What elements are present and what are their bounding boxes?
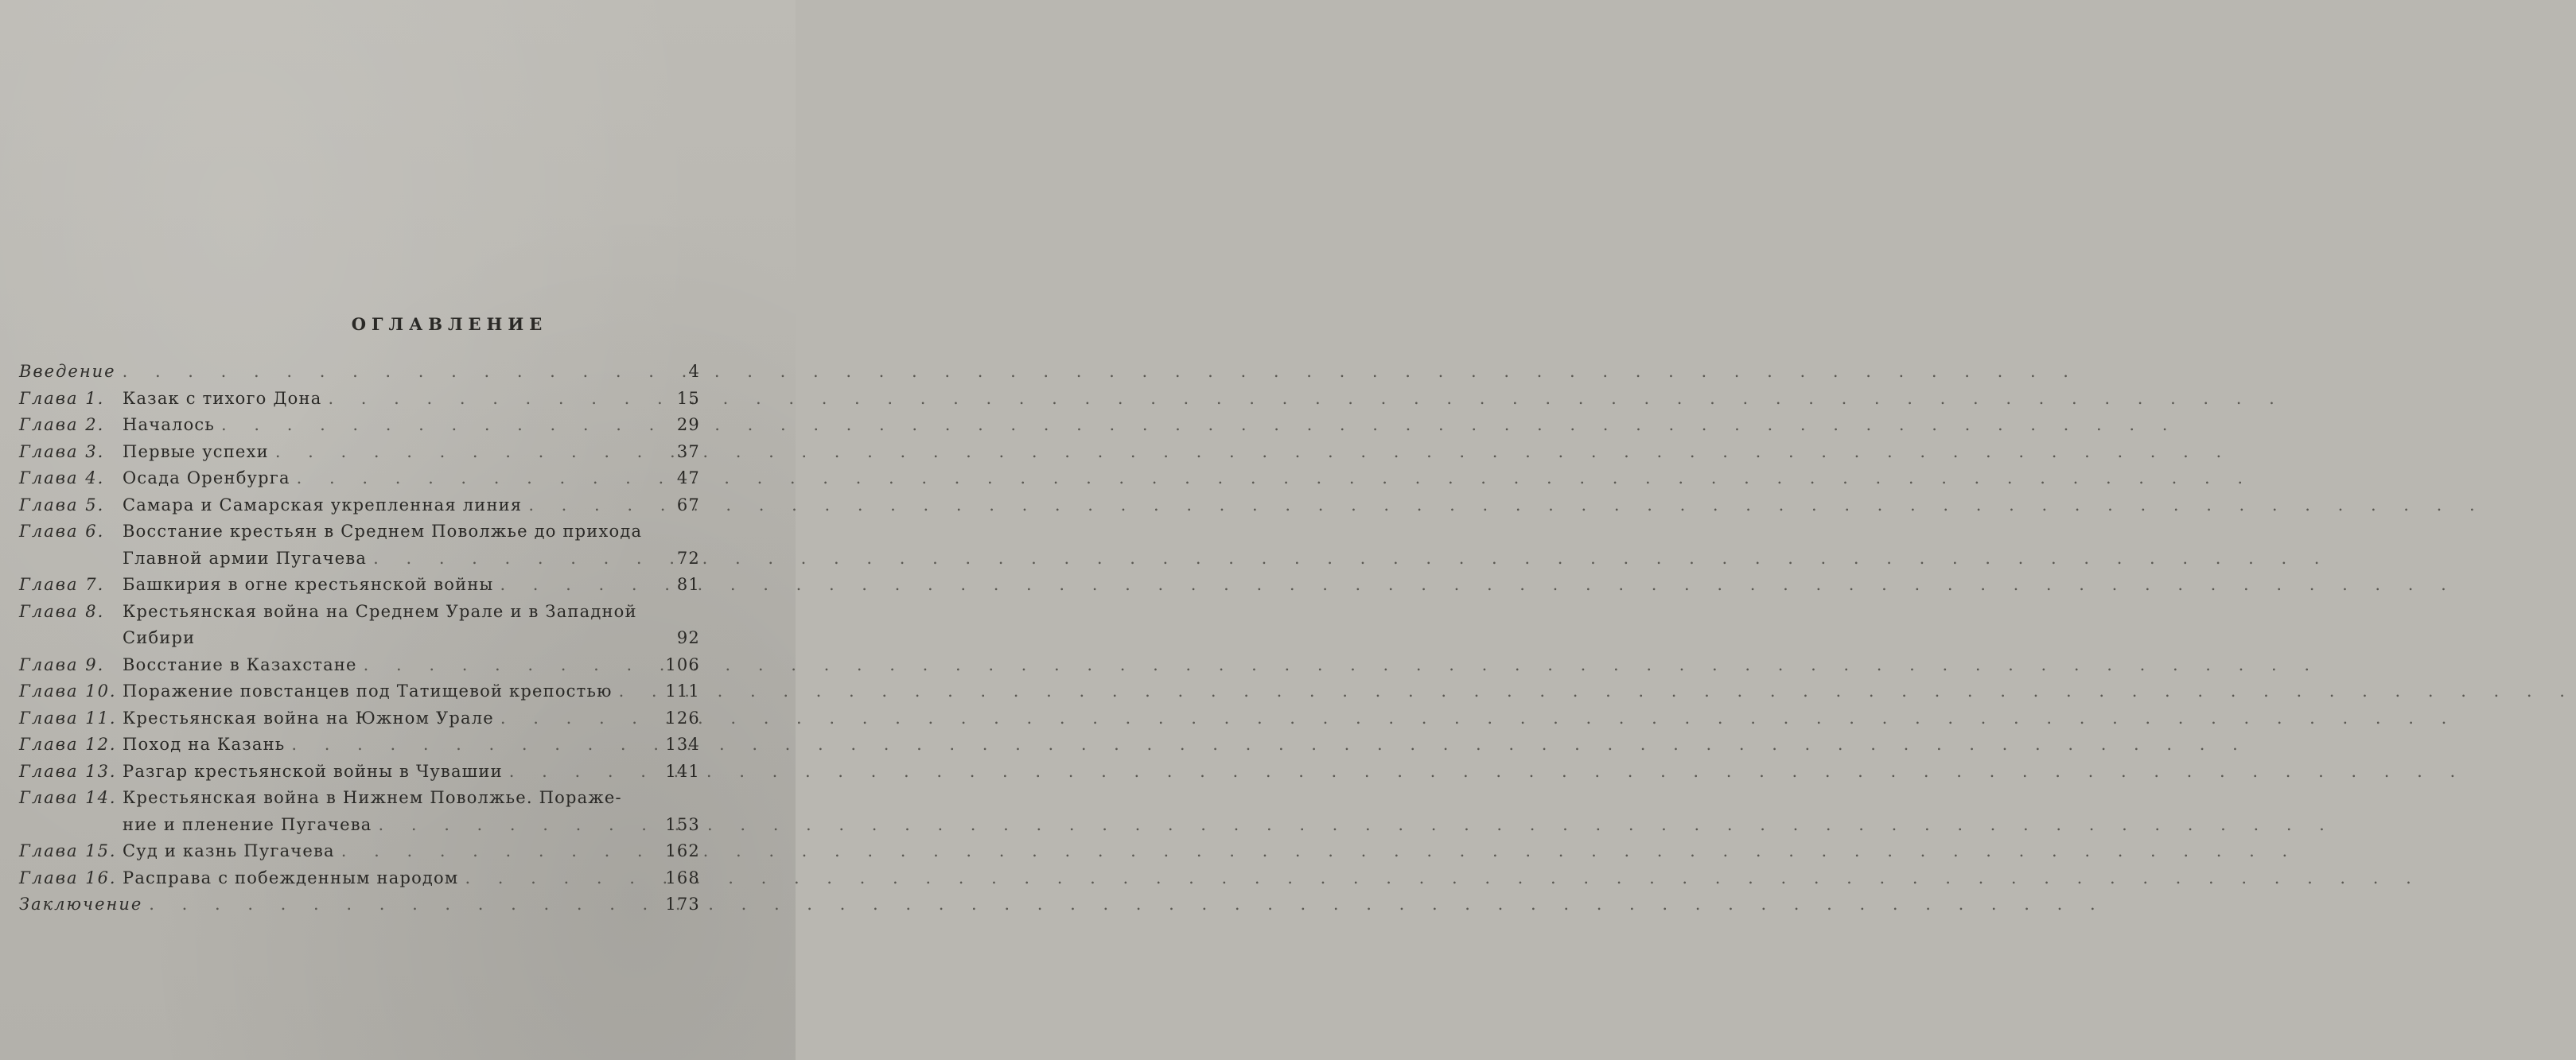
toc-page-number: 153 (665, 814, 700, 834)
toc-label: Глава 2. (19, 415, 105, 434)
toc-label: Заключение (19, 895, 143, 914)
toc-page-number: 134 (665, 735, 700, 754)
toc-title: Башкирия в огне крестьянской войны (123, 575, 494, 594)
toc-title: Первые успехи (123, 441, 269, 461)
toc-label: Глава 6. (19, 522, 105, 541)
toc-title: Восстание крестьян в Среднем Поволжье до прихода (123, 522, 643, 541)
toc-entry-chapter-4 (19, 468, 700, 495)
toc-entry-chapter-14 (19, 788, 700, 815)
toc-page-number: 173 (665, 895, 700, 914)
toc-title: Казак с тихого Дона (123, 388, 322, 408)
toc-title-continued: Сибири (123, 628, 196, 647)
toc-title: Суд и казнь Пугачева (123, 841, 335, 860)
toc-entry-introduction (19, 362, 700, 389)
toc-label: Глава 11. (19, 708, 117, 728)
leader-dots (500, 709, 659, 728)
toc-entry-chapter-16 (19, 868, 700, 895)
toc-entry-chapter-2 (19, 415, 700, 442)
toc-label: Глава 15. (19, 841, 117, 860)
leader-dots (619, 681, 660, 701)
toc-page-number: 141 (665, 761, 700, 781)
toc-entry-chapter-1 (19, 389, 700, 416)
toc-entry-chapter-13 (19, 762, 700, 789)
toc-label: Глава 8. (19, 601, 105, 621)
toc-title: Крестьянская война на Южном Урале (123, 708, 494, 728)
toc-label: Глава 5. (19, 495, 105, 514)
toc-page-number: 81 (676, 575, 700, 594)
toc-entry-chapter-5 (19, 495, 700, 522)
toc-title: Крестьянская война на Среднем Урале и в Западной (123, 601, 637, 621)
leader-dots (341, 841, 660, 860)
leader-dots (528, 495, 662, 514)
toc-page-number: 15 (676, 388, 700, 408)
toc-page-number: 47 (676, 468, 700, 487)
toc-title-continued: ние и пленение Пугачева (123, 814, 372, 834)
toc-label: Введение (19, 362, 116, 381)
toc-page-number: 168 (665, 868, 700, 887)
toc-entry-chapter-8 (19, 602, 700, 629)
toc-entry-chapter-12 (19, 735, 700, 762)
page-title: ОГЛАВЛЕНИЕ (351, 314, 548, 334)
leader-dots (500, 575, 662, 594)
leader-dots (373, 549, 662, 568)
leader-dots (379, 815, 660, 834)
toc-label: Глава 9. (19, 654, 105, 674)
toc-title: Самара и Самарская укрепленная линия (123, 495, 523, 514)
toc-entry-chapter-3 (19, 442, 700, 469)
toc-title: Восстание в Казахстане (123, 654, 357, 674)
toc-label: Глава 3. (19, 441, 105, 461)
toc-label: Глава 14. (19, 788, 117, 807)
toc-page-number: 4 (688, 362, 700, 381)
leader-dots (149, 895, 659, 914)
toc-entry-chapter-10 (19, 681, 700, 709)
toc-title: Разгар крестьянской войны в Чувашии (123, 761, 503, 781)
toc-page-number: 29 (676, 415, 700, 434)
toc-entry-chapter-7 (19, 575, 700, 602)
book-page (0, 0, 796, 1060)
toc-title: Осада Оренбурга (123, 468, 290, 487)
toc-title: Поражение повстанцев под Татищевой крепостью (123, 681, 613, 701)
toc-page-number: 126 (665, 708, 700, 728)
toc-page-number: 72 (676, 548, 700, 568)
toc-entry-conclusion (19, 895, 700, 922)
toc-title: Поход на Казань (123, 735, 286, 754)
toc-label: Глава 7. (19, 575, 105, 594)
leader-dots (275, 442, 662, 461)
toc-page-number: 162 (665, 841, 700, 860)
toc-label: Глава 4. (19, 468, 105, 487)
toc-page-number: 37 (676, 441, 700, 461)
toc-entry-chapter-9 (19, 655, 700, 682)
toc-label: Глава 10. (19, 681, 117, 701)
leader-dots (465, 868, 659, 887)
toc-entry-chapter-6 (19, 522, 700, 549)
toc-entry-chapter-6-continued (19, 549, 700, 576)
toc-label: Глава 1. (19, 388, 105, 408)
toc-page-number: 92 (676, 628, 700, 647)
toc-page-number: 106 (665, 654, 700, 674)
toc-page-number: 67 (676, 495, 700, 514)
toc-title-continued: Главной армии Пугачева (123, 548, 368, 568)
toc-label: Глава 13. (19, 761, 117, 781)
toc-entry-chapter-15 (19, 841, 700, 868)
toc-title: Началось (123, 415, 216, 434)
table-of-contents (19, 362, 700, 922)
leader-dots (297, 468, 662, 487)
toc-entry-chapter-14-continued (19, 815, 700, 842)
leader-dots (328, 389, 662, 408)
leader-dots (221, 415, 662, 434)
leader-dots (509, 762, 660, 781)
toc-label: Глава 16. (19, 868, 117, 887)
leader-dots (364, 655, 660, 674)
toc-page-number: 111 (665, 681, 700, 701)
leader-dots (123, 362, 662, 381)
toc-label: Глава 12. (19, 735, 117, 754)
toc-title: Расправа с побежденным народом (123, 868, 459, 887)
toc-title: Крестьянская война в Нижнем Поволжье. Пораже- (123, 788, 622, 807)
leader-dots (291, 735, 659, 754)
toc-entry-chapter-11 (19, 709, 700, 736)
toc-entry-chapter-8-continued (19, 628, 700, 655)
